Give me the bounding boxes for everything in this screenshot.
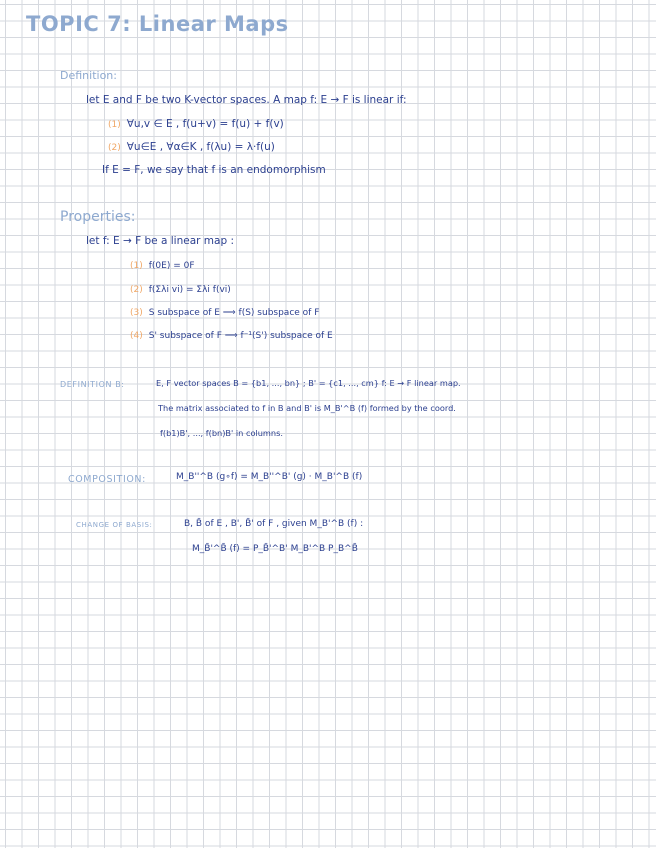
definition-b-label: DEFINITION B: [60,380,125,389]
change-of-basis-label: CHANGE OF BASIS: [76,521,153,529]
properties-intro: let f: E → F be a linear map : [86,235,234,247]
property-item-1 [130,262,195,271]
property-item-4 [130,332,333,341]
definition-b-line-2: The matrix associated to f in B and B' is M_B'^B (f) formed by the coord. [158,403,456,413]
property-item-2 [130,286,231,295]
definition-heading: Definition: [60,69,117,82]
change-of-basis-formula: M_B̄'^B̄ (f) = P_B̄'^B' M_B'^B P_B^B̄ [192,544,358,554]
page-title: TOPIC 7: Linear Maps [26,12,289,36]
item-number: (4) [130,331,143,341]
item-number: (2) [108,143,121,153]
item-text: ∀u,v ∈ E , f(u+v) = f(u) + f(v) [126,118,284,130]
composition-formula: M_B''^B (g∘f) = M_B''^B' (g) · M_B'^B (f) [176,472,363,482]
item-text: S subspace of E ⟹ f(S) subspace of F [148,308,320,318]
item-number: (3) [130,308,143,318]
item-text: S' subspace of F ⟹ f⁻¹(S') subspace of E [148,331,333,341]
properties-heading: Properties: [60,209,136,225]
definition-b-line-1: E, F vector spaces B = {b1, ..., bn} ; B' = {c1, ..., cm} f: E → F linear map. [156,378,461,388]
item-number: (2) [130,285,143,295]
item-text: ∀u∈E , ∀α∈K , f(λu) = λ·f(u) [126,141,275,153]
definition-b-line-3: f(b1)B', ..., f(bn)B' in columns. [160,428,283,438]
property-item-3 [130,309,319,318]
definition-item-2 [108,142,275,153]
change-of-basis-line-1: B, B̄ of E , B', B̄' of F , given M_B'^B (f) : [184,519,364,529]
definition-intro: let E and F be two K-vector spaces. A map f: E → F is linear if: [86,94,407,106]
item-text: f(Σλi vi) = Σλi f(vi) [148,285,231,295]
definition-item-1 [108,119,284,130]
item-text: f(0E) = 0F [148,261,195,271]
item-number: (1) [108,120,121,130]
composition-label: COMPOSITION: [68,474,146,485]
item-number: (1) [130,261,143,271]
definition-note: If E = F, we say that f is an endomorphism [102,164,326,176]
